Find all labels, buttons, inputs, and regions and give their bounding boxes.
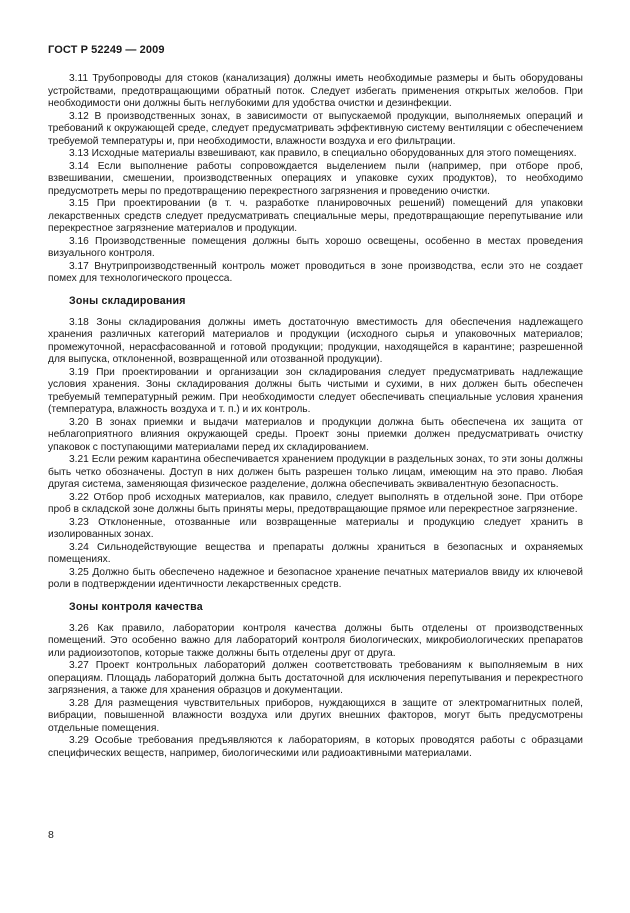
paragraph-3-16: 3.16 Производственные помещения должны быть хорошо освещены, особенно в местах проведения визуального контроля. (48, 235, 583, 259)
requirements-block-1 (48, 73, 583, 286)
paragraph-3-22: 3.22 Отбор проб исходных материалов, как правило, следует выполнять в отдельной зоне. При отборе проб в складской зоне должны быть приняты меры, предотвращающие прямое или перекрестное загрязнение. (48, 491, 583, 515)
paragraph-3-25: 3.25 Должно быть обеспечено надежное и безопасное хранение печатных материалов ввиду их ключевой роли в подтверждении идентичности лекарственных средств. (48, 566, 583, 590)
paragraph-3-23: 3.23 Отклоненные, отозванные или возвращенные материалы и продукцию следует хранить в изолированных зонах. (48, 516, 583, 540)
paragraph-3-21: 3.21 Если режим карантина обеспечивается хранением продукции в раздельных зонах, то эти зоны должны быть четко обозначены. Доступ в них должен быть разрешен только лицам, имеющим на это право. Любая другая система, заменяющая физическое разделение, должна обеспечивать эквивалентную безопасность. (48, 454, 583, 490)
paragraph-3-14: 3.14 Если выполнение работы сопровождается выделением пыли (например, при отборе проб, взвешивании, смешении, производственных операциях и упаковке сухих продуктов), то необходимо предусмотреть меры по предотвращению перекрестного загрязнения и проведению очистки. (48, 160, 583, 197)
paragraph-3-27: 3.27 Проект контрольных лабораторий должен соответствовать требованиям к выполняемым в них операциям. Площадь лабораторий должна быть достаточной для исключения перепутывания и перекрестного загрязнения, а также для хранения образцов и документации. (48, 660, 583, 696)
paragraph-3-12: 3.12 В производственных зонах, в зависимости от выпускаемой продукции, выполняемых операций и требований к окружающей среде, следует предусматривать эффективную систему вентиляции с обеспечением требуемой температуры и, при необходимости, влажности воздуха и его фильтрации. (48, 110, 583, 147)
section-heading-quality-control: Зоны контроля качества (69, 600, 203, 613)
paragraph-3-11: 3.11 Трубопроводы для стоков (канализация) должны иметь необходимые размеры и быть оборудованы устройствами, предотвращающими обратный поток. Следует избегать применения открытых желобов. При необходимости они должны быть неглубокими для удобства очистки и дезинфекции. (48, 73, 583, 109)
requirements-block-2 (48, 317, 583, 592)
paragraph-3-13: 3.13 Исходные материалы взвешивают, как правило, в специально оборудованных для этого помещениях. (69, 148, 577, 159)
paragraph-3-20: 3.20 В зонах приемки и выдачи материалов и продукции должна быть обеспечена их защита от неблагоприятного влияния окружающей среды. Проект зоны приемки должен предусматривать очистку упаковок с поступающими материалами перед их складированием. (48, 416, 583, 453)
page-number: 8 (48, 829, 54, 841)
document-page (48, 44, 583, 904)
paragraph-3-29: 3.29 Особые требования предъявляются к лабораториям, в которых проводятся работы с образцами специфических веществ, например, биологическими или радиоактивными материалами. (48, 735, 583, 759)
document-header: ГОСТ Р 52249 — 2009 (48, 44, 165, 56)
requirements-block-3 (48, 623, 583, 761)
section-heading-storage: Зоны складирования (69, 294, 186, 307)
paragraph-3-19: 3.19 При проектировании и организации зон складирования следует предусматривать надлежащие условия хранения. Зоны складирования должны быть чистыми и сухими, в них должен быть обеспечен требуемый температурный режим. При необходимости следует обеспечивать специальные условия хранения (температура, влажность воздуха и т. п.) и их контроль. (48, 366, 583, 415)
paragraph-3-28: 3.28 Для размещения чувствительных приборов, нуждающихся в защите от электромагнитных полей, вибрации, повышенной влажности воздуха или других внешних факторов, могут быть предусмотрены отдельные помещения. (48, 697, 583, 734)
paragraph-3-17: 3.17 Внутрипроизводственный контроль может проводиться в зоне производства, если это не создает помех для технологического процесса. (48, 260, 583, 284)
paragraph-3-18: 3.18 Зоны складирования должны иметь достаточную вместимость для обеспечения надлежащего хранения различных категорий материалов и продукции (исходного сырья и упаковочных материалов; промежуточной, нерасфасованной и готовой продукции; продукции, находящейся в карантине; разрешенной для выпуска, отклоненной, возвращенной или отозванной продукции). (48, 316, 583, 365)
paragraph-3-26: 3.26 Как правило, лаборатории контроля качества должны быть отделены от производственных помещений. Это особенно важно для лабораторий контроля биологических, микробиологических препаратов или радиоизотопов, которые также должны быть отделены друг от друга. (48, 622, 583, 659)
paragraph-3-15: 3.15 При проектировании (в т. ч. разработке планировочных решений) помещений для упаковки лекарственных средств следует предусматривать специальные меры, предотвращающие перепутывание или перекрестное загрязнение материалов и продукции. (48, 198, 583, 234)
paragraph-3-24: 3.24 Сильнодействующие вещества и препараты должны храниться в безопасных и охраняемых помещениях. (48, 541, 583, 565)
